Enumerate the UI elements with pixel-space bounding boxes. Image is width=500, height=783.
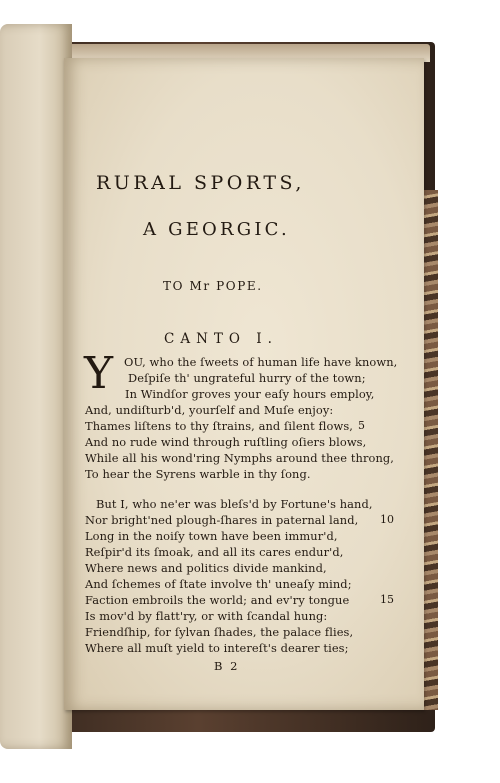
verse-line: But I, who ne'er was bleſs'd by Fortune's hand, (96, 497, 373, 511)
line-number: 15 (380, 593, 394, 606)
canto-heading: CANTO I. (164, 331, 278, 347)
line-number: 10 (380, 513, 394, 526)
verse-line: And no rude wind through ruſtling oſiers blows, (85, 435, 367, 449)
verse-line: Reſpir'd its ſmoak, and all its cares endur'd, (85, 545, 344, 559)
verse-line: Is mov'd by flatt'ry, or with ſcandal hung: (85, 609, 328, 623)
verse-line: Friendſhip, for ſylvan ſhades, the palace flies, (85, 625, 354, 639)
verse-line: And, undiſturb'd, yourſelf and Muſe enjoy: (85, 403, 334, 417)
verse-line: In Windſor groves your eaſy hours employ, (125, 387, 375, 401)
verse-line: Nor bright'ned plough-ſhares in paternal land, (85, 513, 359, 527)
verse-line: Where news and politics divide mankind, (85, 561, 327, 575)
verse-line: Where all muſt yield to intereſt's dearer ties; (85, 641, 349, 655)
drop-cap: Y (84, 348, 114, 399)
verse-line: And ſchemes of ſtate involve th' uneaſy mind; (85, 577, 352, 591)
poem-subtitle: A GEORGIC. (143, 219, 290, 240)
dedication: TO Mr POPE. (163, 279, 263, 293)
verse-line: OU, who the ſweets of human life have known, (124, 355, 398, 369)
verse-line: To hear the Syrens warble in thy ſong. (85, 467, 311, 481)
poem-title: RURAL SPORTS, (96, 172, 305, 194)
verse-line: While all his wond'ring Nymphs around thee throng, (85, 451, 394, 465)
marbled-edge (422, 190, 438, 710)
verse-line: Thames liſtens to thy ſtrains, and ſilent flows, (85, 419, 354, 433)
verse-line: Faction embroils the world; and ev'ry tongue (85, 593, 350, 607)
verse-line: Long in the noiſy town have been immur'd, (85, 529, 338, 543)
signature-mark: B 2 (214, 659, 240, 673)
left-page (0, 24, 72, 749)
verse-line: Deſpiſe th' ungrateful hurry of the town; (128, 371, 366, 385)
line-number: 5 (358, 419, 365, 432)
